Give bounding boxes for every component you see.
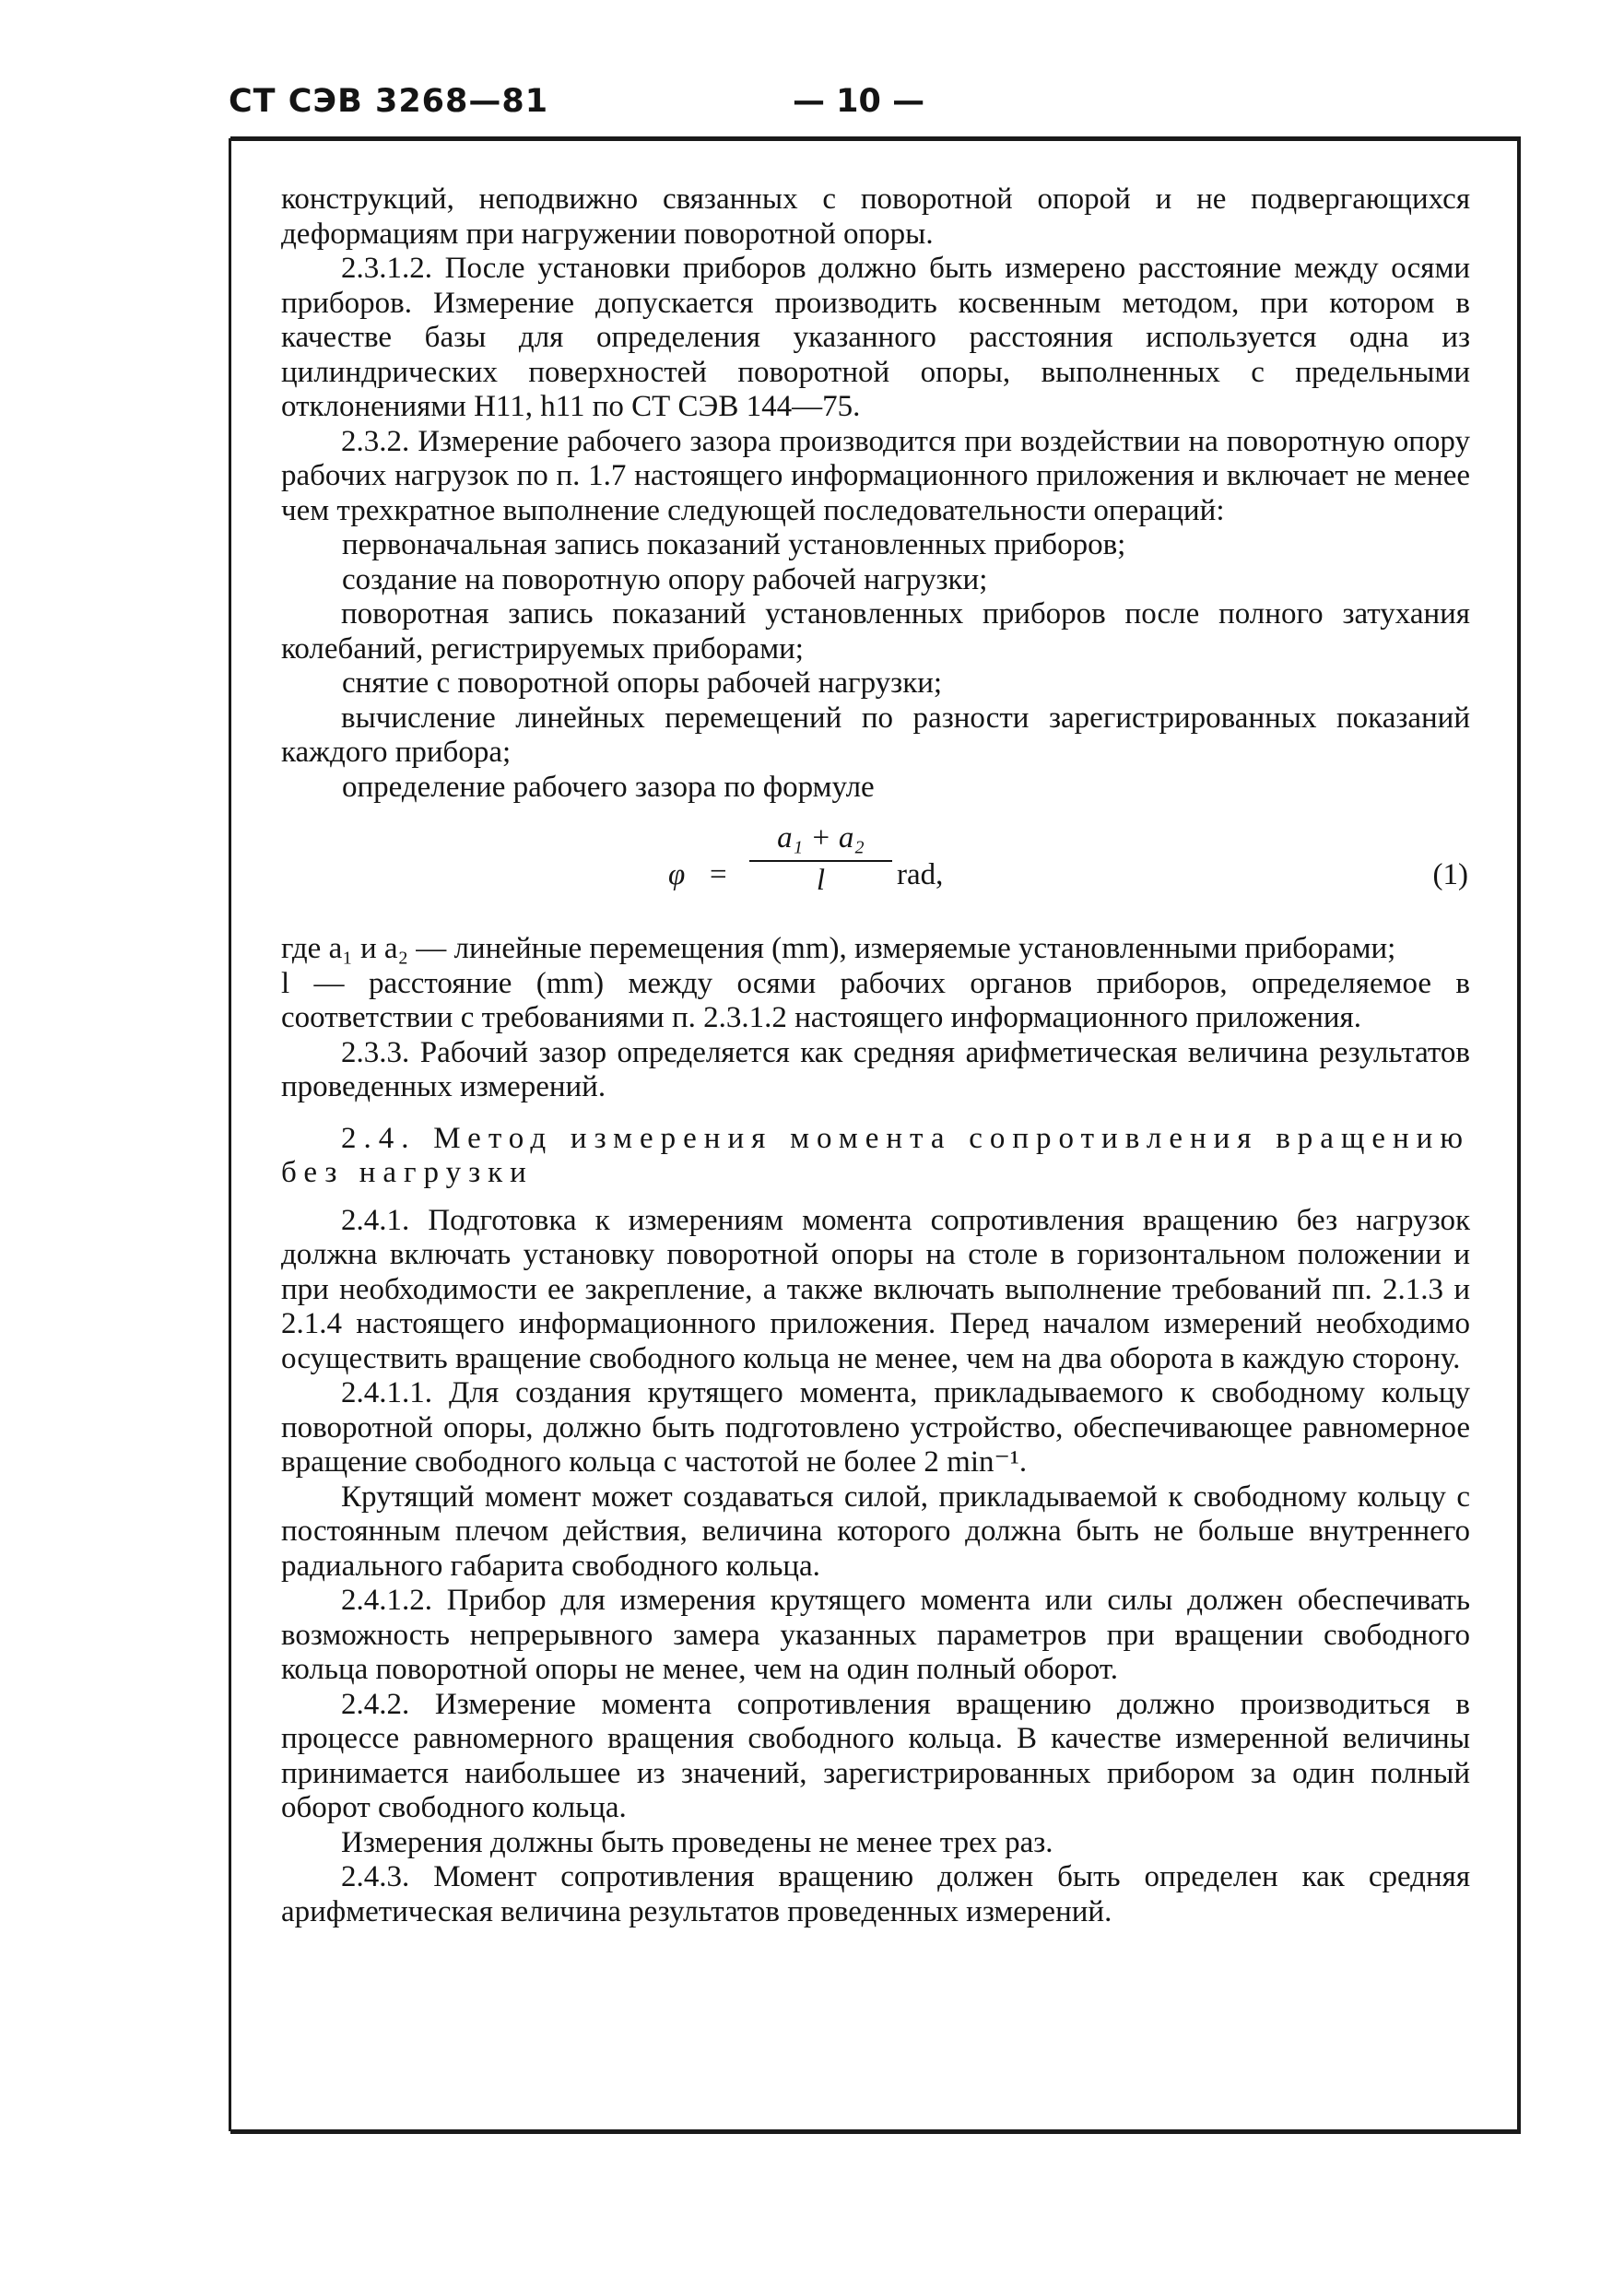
paragraph-2-4-1-1: 2.4.1.1. Для создания крутящего момента, прикладываемого к свободному кольцу поворотной опоры, должно быть подготовлено устройство, обеспечивающее равномерное вращение свободного кольца с частотой не более 2 min⁻¹.	[281, 1376, 1470, 1479]
formula-denominator: l	[816, 863, 826, 897]
frame-top-rule	[230, 136, 1521, 141]
paragraph-2-4-3: 2.4.3. Момент сопротивления вращению должен быть определен как средняя арифметическая величина результатов проведенных измерений.	[281, 1860, 1470, 1928]
list-item: вычисление линейных перемещений по разности зарегистрированных показаний каждого прибора;	[281, 701, 1470, 769]
list-item: определение рабочего зазора по формуле	[342, 770, 875, 804]
frame-left-rule	[229, 138, 231, 2131]
formula-equals: =	[710, 858, 727, 891]
paragraph-2-3-3: 2.3.3. Рабочий зазор определяется как средняя арифметическая величина результатов проведенных измерений.	[281, 1035, 1470, 1103]
list-item: первоначальная запись показаний установленных приборов;	[342, 528, 1126, 561]
formula-unit: rad,	[897, 858, 944, 891]
formula-where-l: l — расстояние (mm) между осями рабочих органов приборов, определяемое в соответствии с требованиями п. 2.3.1.2 настоящего информационного приложения.	[281, 966, 1470, 1034]
formula-fraction	[749, 821, 892, 898]
paragraph-2-3-1-2: 2.3.1.2. После установки приборов должно быть измерено расстояние между осями приборов. Измерение допускается производить косвенным методом, при котором в качестве базы для определения указанного расстояния используется одна из цилиндрических поверхностей поворотной опоры, выполненных с предельными отклонениями Н11, h11 по СТ СЭВ 144—75.	[281, 252, 1470, 423]
page-body	[281, 183, 1470, 1929]
paragraph-2-4-1-2: 2.4.1.2. Прибор для измерения крутящего момента или силы должен обеспечивать возможность непрерывного замера указанных параметров при вращении свободного кольца поворотной опоры не менее, чем на один полный оборот.	[281, 1584, 1470, 1686]
paragraph-2-3-2: 2.3.2. Измерение рабочего зазора производится при воздействии на поворотную опору рабочих нагрузок по п. 1.7 настоящего информационного приложения и включает не менее чем трехкратное выполнение следующей последовательности операций:	[281, 424, 1470, 527]
formula-lhs: φ	[668, 858, 686, 891]
paragraph-2-4-1: 2.4.1. Подготовка к измерениям момента сопротивления вращению без нагрузок должна включать установку поворотной опоры на столе в горизонтальном положении и при необходимости ее закрепление, а также включать выполнение требований пп. 2.1.3 и 2.1.4 настоящего информационного приложения. Перед началом измерений необходимо осуществить вращение свободного кольца не менее, чем на два оборота в каждую сторону.	[281, 1203, 1470, 1375]
list-item: поворотная запись показаний установленных приборов после полного затухания колебаний, регистрируемых приборами;	[281, 597, 1470, 666]
frame-bottom-rule	[230, 2129, 1521, 2134]
formula-1	[281, 821, 1470, 930]
paragraph-continuation: конструкций, неподвижно связанных с поворотной опорой и не подвергающихся деформациям при нагружении поворотной опоры.	[281, 183, 1470, 251]
list-item: снятие с поворотной опоры рабочей нагрузки;	[342, 666, 943, 700]
section-heading-2-4: 2.4. Метод измерения момента сопротивления вращению без нагрузки	[281, 1121, 1470, 1189]
formula-number: (1)	[1432, 858, 1468, 891]
paragraph-measurements: Измерения должны быть проведены не менее трех раз.	[341, 1825, 1053, 1859]
document-code: СТ СЭВ 3268—81	[229, 83, 549, 120]
list-item: создание на поворотную опору рабочей нагрузки;	[342, 562, 988, 596]
frame-right-rule	[1517, 138, 1521, 2131]
paragraph-torque: Крутящий момент может создаваться силой, прикладываемой к свободному кольцу с постоянным плечом действия, величина которого должна быть не больше внутреннего радиального габарита свободного кольца.	[281, 1479, 1470, 1583]
page-number: — 10 —	[793, 83, 925, 120]
formula-numerator: a₁ + a₂	[749, 821, 892, 862]
paragraph-2-4-2: 2.4.2. Измерение момента сопротивления вращению должно производиться в процессе равномерного вращения свободного кольца. В качестве измеренной величины принимается наибольшее из значений, зарегистрированных прибором за один полный оборот свободного кольца.	[281, 1687, 1470, 1824]
formula-where-a: где a₁ и a₂ — линейные перемещения (mm), измеряемые установленными приборами;	[281, 932, 1396, 965]
